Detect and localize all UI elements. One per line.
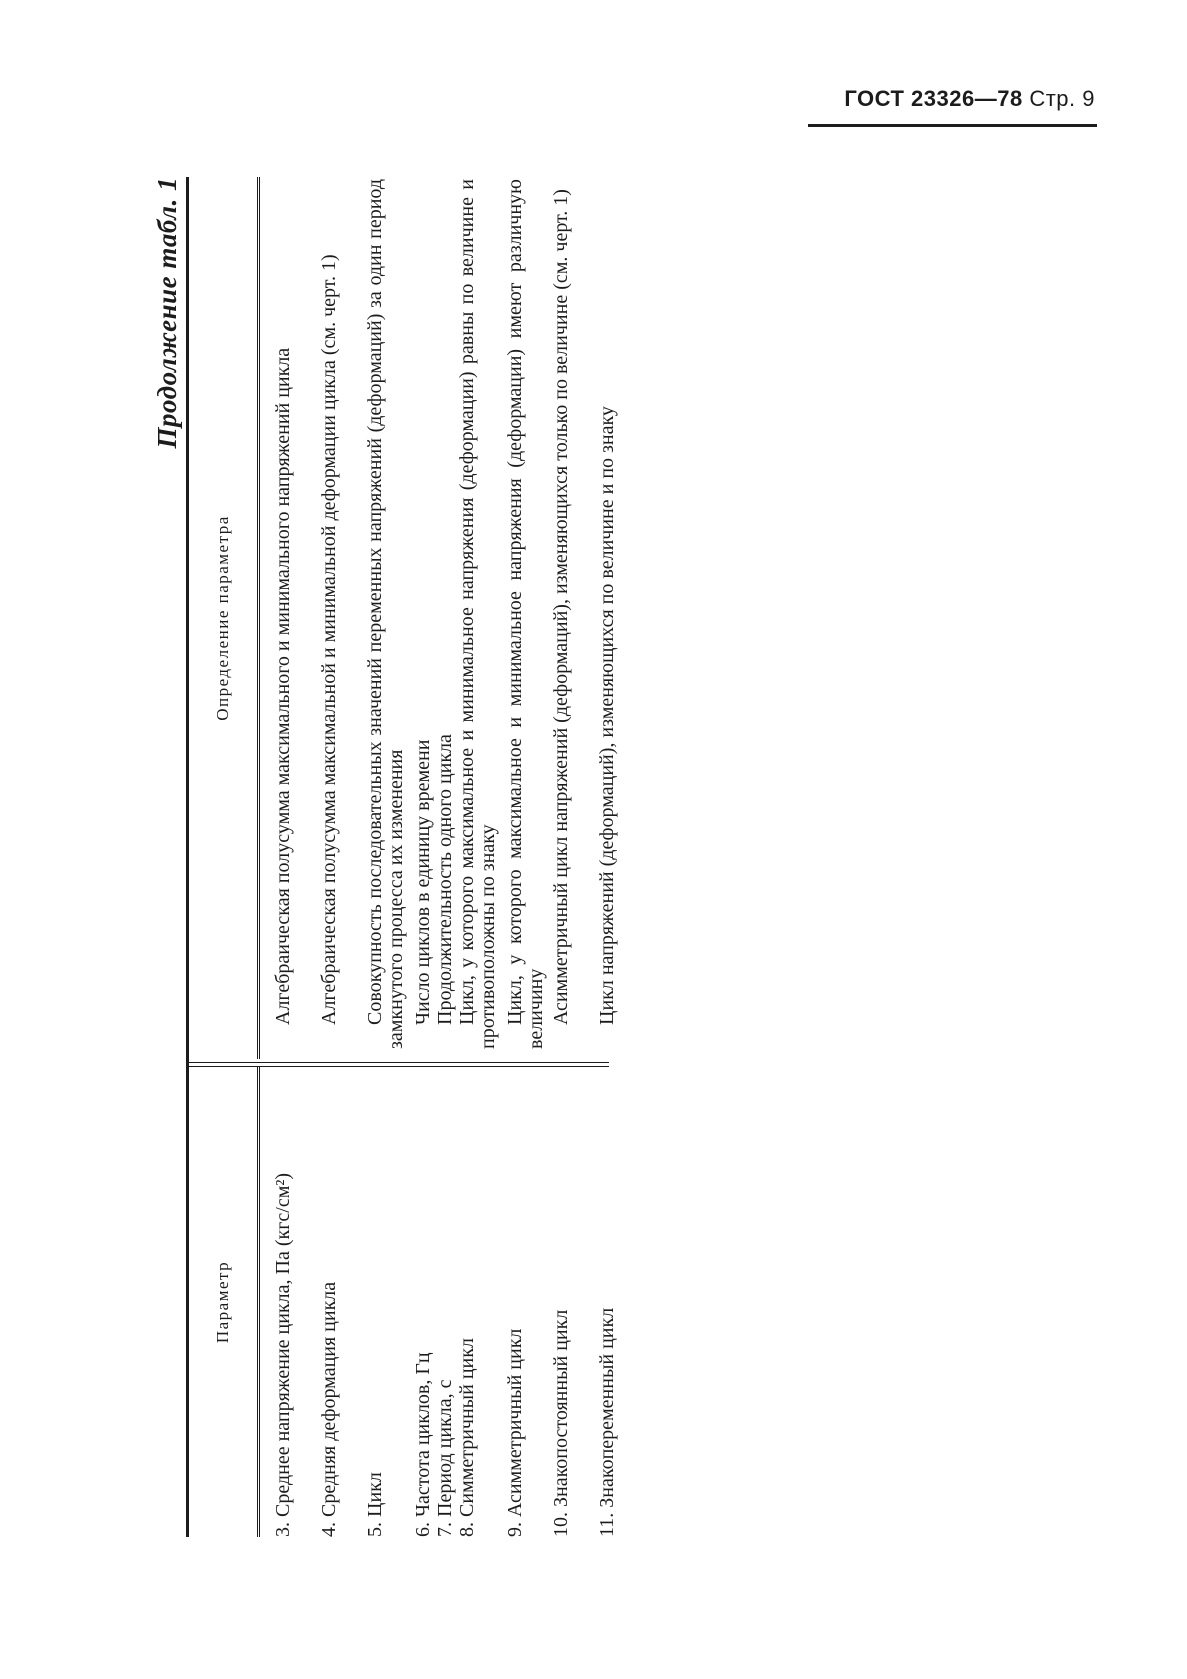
param-name: Частота циклов, Гц <box>412 1352 434 1517</box>
definition-cell <box>273 179 294 1049</box>
parameters-table <box>186 177 676 1537</box>
definition-cell <box>319 179 340 1049</box>
definition-text: Алгебраическая полусумма максимального и минимального напряжений цикла <box>272 347 294 1025</box>
column-header-definition: Определение параметра <box>213 515 232 721</box>
param-cell: 8. Симметричный цикл <box>456 1338 478 1537</box>
definition-cell <box>365 179 407 1049</box>
definition-text: Алгебраическая полусумма максимальной и минимальной деформации цикла (см. черт. 1) <box>318 254 340 1025</box>
page-number: Стр. 9 <box>1029 86 1095 111</box>
param-cell: 4. Средняя деформация цикла <box>318 1281 340 1537</box>
param-cell: 6. Частота циклов, Гц <box>412 1352 434 1537</box>
param-cell: 7. Период цикла, с <box>434 1379 456 1537</box>
definition-text: Асимметричный цикл напряжений (деформаций), изменяющихся только по величине (см. черт. 1) <box>550 189 572 1025</box>
param-cell: 9. Асимметричный цикл <box>504 1328 526 1537</box>
rotated-table-container <box>152 177 676 1537</box>
column-divider <box>189 1062 609 1067</box>
definition-text: Совокупность последовательных значений переменных напряжений (деформаций) за один период замкнутого процесса их изменения <box>364 179 407 1049</box>
param-name: Цикл <box>364 1472 386 1517</box>
param-name: Знакопостоянный цикл <box>550 1309 572 1507</box>
param-name: Знакопеременный цикл <box>596 1307 618 1508</box>
param-name: Симметричный цикл <box>456 1338 478 1517</box>
param-name: Средняя деформация цикла <box>318 1281 340 1517</box>
definition-cell <box>457 179 499 1049</box>
header-rule-parameter <box>257 1067 260 1537</box>
param-cell: 11. Знакопеременный цикл <box>596 1307 618 1537</box>
definition-cell <box>505 179 547 1049</box>
param-name: Асимметричный цикл <box>504 1328 526 1517</box>
page-header <box>844 86 1095 112</box>
column-header-parameter: Параметр <box>213 1260 232 1344</box>
definition-text: Цикл, у которого максимальное и минимальное напряжения (деформации) имеют различную величину <box>504 179 547 1049</box>
gost-number: ГОСТ 23326—78 <box>844 86 1023 111</box>
table-caption: Продолжение табл. 1 <box>152 177 182 449</box>
param-name: Период цикла, с <box>434 1379 456 1517</box>
definition-cell <box>551 179 572 1049</box>
definition-text: Продолжительность одного цикла <box>434 734 456 1025</box>
header-rule-definition <box>257 177 260 1059</box>
param-cell: 5. Цикл <box>364 1472 386 1537</box>
param-name: Среднее напряжение цикла, Па (кгс/см²) <box>272 1172 294 1517</box>
param-cell: 3. Среднее напряжение цикла, Па (кгс/см²) <box>272 1172 294 1537</box>
definition-text: Цикл напряжений (деформаций), изменяющихся по величине и по знаку <box>596 406 618 1025</box>
header-rule <box>808 124 1097 127</box>
definition-text: Цикл, у которого максимальное и минимальное напряжения (деформации) равны по величине и противоположны по знаку <box>456 179 499 1049</box>
definition-text: Число циклов в единицу времени <box>412 739 434 1025</box>
definition-cell <box>435 179 456 1049</box>
param-cell: 10. Знакопостоянный цикл <box>550 1309 572 1537</box>
definition-cell <box>413 179 434 1049</box>
definition-cell <box>597 179 618 1049</box>
